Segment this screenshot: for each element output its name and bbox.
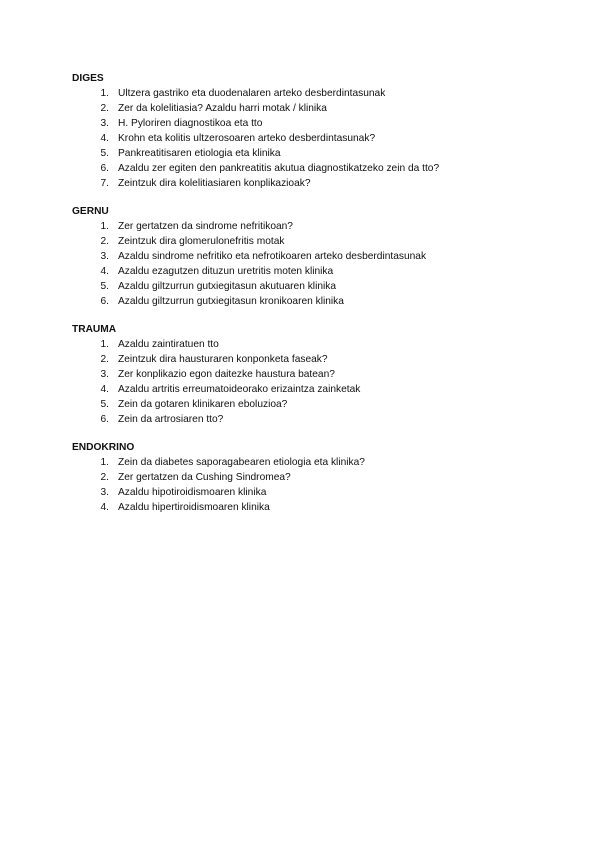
item-text: Zein da gotaren klinikaren eboluzioa? (118, 399, 288, 410)
section-endokrino (72, 440, 542, 515)
item-number: 5. (100, 399, 109, 410)
item-text: Zeintzuk dira hausturaren konponketa faseak? (118, 354, 328, 365)
list-item (72, 397, 542, 412)
section-title: ENDOKRINO (72, 442, 135, 453)
list-item (72, 485, 542, 500)
item-text: Azaldu giltzurrun gutxiegitasun akutuaren klinika (118, 281, 337, 292)
item-text: Zein da artrosiaren tto? (118, 414, 224, 425)
item-number: 7. (100, 178, 109, 189)
item-number: 5. (100, 281, 109, 292)
item-text: Zeintzuk dira glomerulonefritis motak (118, 236, 285, 247)
list-item (72, 367, 542, 382)
list-item (72, 337, 542, 352)
item-text: Zer gertatzen da sindrome nefritikoan? (118, 221, 293, 232)
item-number: 1. (100, 339, 109, 350)
list-item (72, 412, 542, 427)
item-number: 6. (100, 296, 109, 307)
list-item (72, 234, 542, 249)
item-number: 5. (100, 148, 109, 159)
list-item (72, 294, 542, 309)
question-list (72, 86, 542, 191)
item-number: 6. (100, 414, 109, 425)
item-number: 2. (100, 472, 109, 483)
list-item (72, 131, 542, 146)
section-gernu (72, 204, 542, 309)
item-text: Zein da diabetes saporagabearen etiologia eta klinika? (118, 457, 365, 468)
document-body (72, 71, 542, 528)
item-text: Azaldu artritis erreumatoideorako erizaintza zainketak (118, 384, 361, 395)
list-item (72, 264, 542, 279)
list-item (72, 116, 542, 131)
item-number: 4. (100, 502, 109, 513)
section-title: DIGES (72, 73, 104, 84)
list-item (72, 470, 542, 485)
item-text: Azaldu giltzurrun gutxiegitasun kronikoaren klinika (118, 296, 344, 307)
list-item (72, 249, 542, 264)
item-text: Ultzera gastriko eta duodenalaren arteko desberdintasunak (118, 88, 386, 99)
item-text: Zer da kolelitiasia? Azaldu harri motak / klinika (118, 103, 327, 114)
item-number: 4. (100, 266, 109, 277)
item-number: 3. (100, 487, 109, 498)
item-number: 3. (100, 369, 109, 380)
list-item (72, 382, 542, 397)
item-text: Azaldu ezagutzen dituzun uretritis moten klinika (118, 266, 334, 277)
item-number: 2. (100, 354, 109, 365)
item-number: 2. (100, 103, 109, 114)
list-item (72, 161, 542, 176)
item-text: Azaldu zer egiten den pankreatitis akutua diagnostikatzeko zein da tto? (118, 163, 440, 174)
item-number: 3. (100, 251, 109, 262)
item-text: Krohn eta kolitis ultzerosoaren arteko desberdintasunak? (118, 133, 376, 144)
item-text: Zer gertatzen da Cushing Sindromea? (118, 472, 291, 483)
list-item (72, 146, 542, 161)
item-number: 1. (100, 88, 109, 99)
question-list (72, 455, 542, 515)
list-item (72, 101, 542, 116)
list-item (72, 352, 542, 367)
item-number: 4. (100, 384, 109, 395)
item-text: Pankreatitisaren etiologia eta klinika (118, 148, 281, 159)
question-list (72, 219, 542, 309)
item-text: Zer konplikazio egon daitezke haustura batean? (118, 369, 335, 380)
item-number: 3. (100, 118, 109, 129)
list-item (72, 176, 542, 191)
item-text: H. Pyloriren diagnostikoa eta tto (118, 118, 263, 129)
item-number: 2. (100, 236, 109, 247)
item-text: Azaldu zaintiratuen tto (118, 339, 219, 350)
item-number: 6. (100, 163, 109, 174)
list-item (72, 455, 542, 470)
section-title: TRAUMA (72, 324, 117, 335)
list-item (72, 279, 542, 294)
item-text: Azaldu hipotiroidismoaren klinika (118, 487, 267, 498)
list-item (72, 219, 542, 234)
item-text: Azaldu sindrome nefritiko eta nefrotikoaren arteko desberdintasunak (118, 251, 427, 262)
section-title: GERNU (72, 206, 109, 217)
item-number: 1. (100, 457, 109, 468)
item-text: Zeintzuk dira kolelitiasiaren konplikazioak? (118, 178, 311, 189)
section-trauma (72, 322, 542, 427)
item-text: Azaldu hipertiroidismoaren klinika (118, 502, 270, 513)
question-list (72, 337, 542, 427)
section-diges (72, 71, 542, 191)
list-item (72, 86, 542, 101)
list-item (72, 500, 542, 515)
item-number: 1. (100, 221, 109, 232)
item-number: 4. (100, 133, 109, 144)
